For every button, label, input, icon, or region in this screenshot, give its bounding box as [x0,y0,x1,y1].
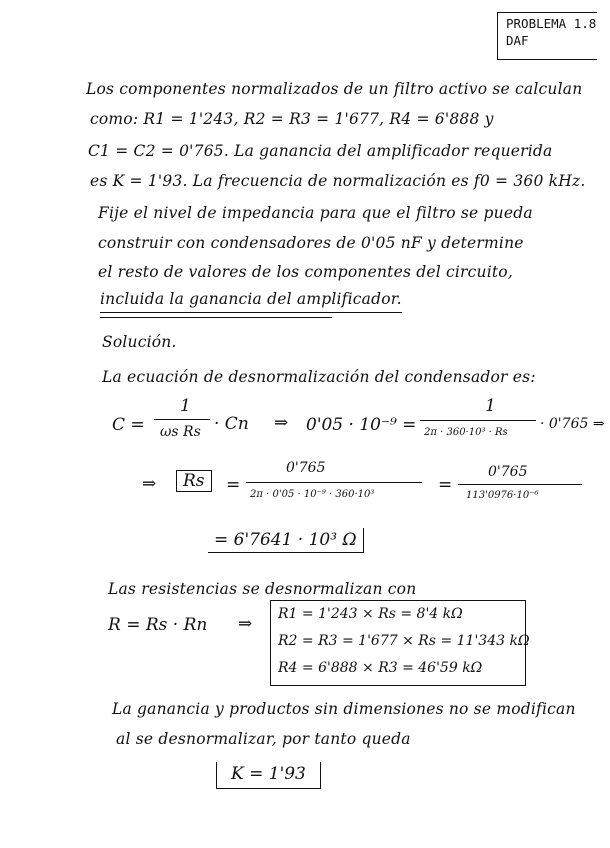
problem-line-1: Los componentes normalizados de un filtro activo se calculan [86,80,583,98]
eq1-fraction-bar [154,419,210,420]
eq1-lhs: C = [112,415,145,435]
resistances-intro: Las resistencias se desnormalizan con [108,580,417,598]
eq2-numerator: 0'765 [286,460,326,476]
resistance-arrow: ⇒ [238,614,253,634]
eq2-fraction-bar [246,482,422,483]
resistance-r4: R4 = 6'888 × R3 = 46'59 kΩ [278,660,483,676]
resistance-formula: R = Rs · Rn [108,615,208,635]
gain-text-2: al se desnormalizar, por tanto queda [116,730,411,748]
problem-line-4: es K = 1'93. La frecuencia de normalización es f0 = 360 kHz. [90,172,586,190]
eq2-arrow: ⇒ [142,474,157,494]
problem-badge [497,12,597,60]
eq2-rs-boxed: Rs [176,470,212,492]
eq2-fraction-bar-2 [458,484,582,485]
resistance-r2-r3: R2 = R3 = 1'677 × Rs = 11'343 kΩ [278,633,530,649]
solution-heading: Solución. [102,333,177,351]
problem-line-5: Fije el nivel de impedancia para que el filtro se pueda [98,204,533,222]
eq1-arrow: ⇒ [274,413,289,433]
problem-line-7: el resto de valores de los componentes del circuito, [98,263,513,281]
section-divider [100,317,332,318]
eq1-fraction-bar-2 [420,420,536,421]
solution-intro: La ecuación de desnormalización del condensador es: [102,368,536,386]
badge-title: PROBLEMA 1.8 [506,16,597,31]
eq1-value: 0'05 · 10⁻⁹ = [306,415,417,435]
gain-text-1: La ganancia y productos sin dimensiones no se modifican [112,700,576,718]
eq2-numerator-2: 0'765 [488,464,528,480]
eq2-equals: = [226,475,241,495]
problem-line-2: como: R1 = 1'243, R2 = R3 = 1'677, R4 = 6'888 y [90,110,494,128]
problem-line-3: C1 = C2 = 0'765. La ganancia del amplificador requerida [88,142,553,160]
eq1-denominator: ωs Rs [160,424,201,440]
eq1-tail: · 0'765 ⇒ [540,416,605,432]
badge-initials: DAF [506,33,529,48]
eq1-cn: · Cn [214,414,249,434]
problem-line-8: incluida la ganancia del amplificador. [100,290,402,313]
problem-line-6: construir con condensadores de 0'05 nF y determine [98,234,524,252]
eq2-denominator-2: 113'0976·10⁻⁶ [466,490,539,501]
eq2-equals-2: = [438,475,453,495]
eq1-numerator-2: 1 [485,396,496,416]
resistance-r1: R1 = 1'243 × Rs = 8'4 kΩ [278,606,463,622]
eq2-denominator: 2π · 0'05 · 10⁻⁹ · 360·10³ [250,489,375,500]
gain-result: K = 1'93 [216,762,321,789]
eq1-denominator-2: 2π · 360·10³ · Rs [424,427,508,438]
eq1-numerator: 1 [180,396,191,416]
rs-result: = 6'7641 · 10³ Ω [208,528,364,553]
